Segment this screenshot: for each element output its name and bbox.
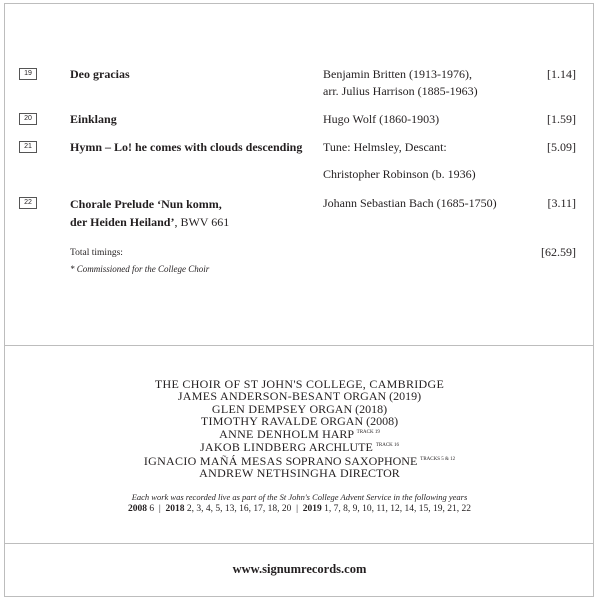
track-timing: [3.11] <box>547 196 576 210</box>
track-timing: [1.59] <box>547 112 576 126</box>
track-composer: Tune: Helmsley, Descant: Christopher Robinson (b. 1936) <box>323 140 476 181</box>
track-number: 20 <box>19 113 37 125</box>
track-composer: Benjamin Britten (1913-1976), arr. Julius Harrison (1885-1963) <box>323 67 478 98</box>
recording-note: Each work was recorded live as part of the St John's College Advent Service in the following years <box>131 492 468 502</box>
credit-line: ANDREW NETHSINGHA DIRECTOR <box>199 466 400 481</box>
total-value: [62.59] <box>541 245 576 259</box>
track-composer: Johann Sebastian Bach (1685-1750) <box>323 196 497 210</box>
credit-line: THE CHOIR OF ST JOHN'S COLLEGE, CAMBRIDGE <box>154 377 445 391</box>
track-number: 19 <box>19 68 37 80</box>
year-tracks: 2, 3, 4, 5, 13, 16, 17, 18, 20 <box>186 504 292 514</box>
year: 2008 <box>127 504 147 514</box>
recording-years: 2008 6 | 2018 2, 3, 4, 5, 13, 16, 17, 18, 20 | 2019 1, 7, 8, 9, 10, 11, 12, 14, 15, 19, 21, 22 <box>127 504 472 514</box>
credit-line: JAKOB LINDBERG ARCHLUTE $^{TRACK 16}$ <box>199 440 400 455</box>
track-timing: [5.09] <box>547 140 576 154</box>
year-tracks: 6 <box>149 504 155 514</box>
divider <box>4 345 594 346</box>
credit-line: GLEN DEMPSEY ORGAN (2018) <box>211 401 388 416</box>
total-label: Total timings: <box>70 248 123 258</box>
track-composer: Hugo Wolf (1860-1903) <box>323 112 440 126</box>
track-number: 21 <box>19 141 37 153</box>
credit-line: IGNACIO MAÑÁ MESAS SOPRANO SAXOPHONE $^{TRACKS 5 \& 12}$ <box>143 453 456 468</box>
footnote: * Commissioned for the College Choir <box>70 264 210 274</box>
track-title: Deo gracias <box>70 67 130 81</box>
credits-block <box>0 378 599 479</box>
track-timing: [1.14] <box>547 67 576 81</box>
credit-line: JAMES ANDERSON-BESANT ORGAN (2019) <box>177 389 422 404</box>
track-title: Hymn – Lo! he comes with clouds descending <box>70 140 303 154</box>
divider <box>4 543 594 544</box>
track-number: 22 <box>19 197 37 209</box>
website-link[interactable]: www.signumrecords.com <box>232 562 367 576</box>
track-title: Chorale Prelude ‘Nun komm, der Heiden Heiland’, BWV 661 <box>70 197 230 229</box>
year-tracks: 1, 7, 8, 9, 10, 11, 12, 14, 15, 19, 21, 22 <box>324 504 472 514</box>
year: 2018 <box>165 504 185 514</box>
credit-line: TIMOTHY RAVALDE ORGAN (2008) <box>200 413 399 428</box>
credit-line: ANNE DENHOLM HARP $^{TRACK 19}$ <box>219 427 380 442</box>
year: 2019 <box>302 504 322 514</box>
track-title: Einklang <box>70 112 117 126</box>
